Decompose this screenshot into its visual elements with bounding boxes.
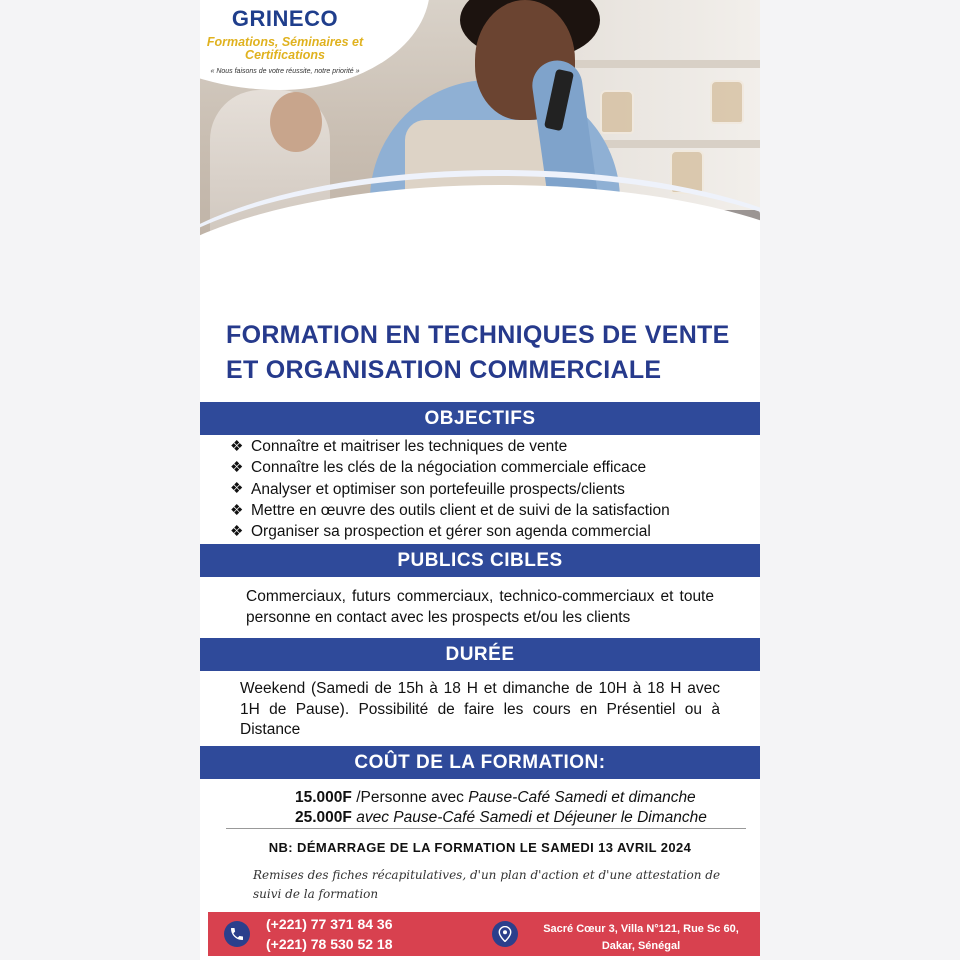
list-item: ❖ Connaître et maitriser les techniques de vente — [230, 436, 750, 457]
cout-heading: COÛT DE LA FORMATION: — [200, 746, 760, 779]
phone-number-2[interactable]: (+221) 78 530 52 18 — [266, 936, 393, 952]
start-date-notice: NB: DÉMARRAGE DE LA FORMATION LE SAMEDI 13 AVRIL 2024 — [268, 840, 692, 855]
list-item: ❖ Analyser et optimiser son portefeuille prospects/clients — [230, 479, 750, 500]
price-2: 25.000F — [295, 809, 352, 826]
cost-line-2: 25.000F avec Pause-Café Samedi et Déjeuner le Dimanche — [295, 809, 707, 826]
page-title — [226, 318, 756, 388]
deliverables-note: Remises des fiches récapitulatives, d'un plan d'action et d'une attestation de suivi de la formation — [253, 868, 721, 901]
address-line-2: Dakar, Sénégal — [601, 940, 681, 952]
phone-icon — [224, 921, 250, 947]
publics-text: Commerciaux, futurs commerciaux, technico-commerciaux et toute personne en contact avec les prospects et/ou les clients — [246, 588, 714, 626]
address — [536, 921, 746, 955]
phone-numbers — [266, 914, 393, 954]
cost-line-1: 15.000F /Personne avec Pause-Café Samedi et dimanche — [295, 789, 696, 806]
flyer — [200, 0, 760, 960]
address-line-1: Sacré Cœur 3, Villa N°121, Rue Sc 60, — [543, 923, 739, 935]
brand-subtitle-line1: Formations, Séminaires et — [206, 35, 364, 49]
brand-name: GRINECO — [231, 6, 339, 31]
brand-motto: « Nous faisons de votre réussite, notre priorité » — [210, 68, 360, 75]
diamond-bullet-icon — [230, 460, 246, 476]
publics-heading: PUBLICS CIBLES — [200, 544, 760, 577]
brand-subtitle — [200, 36, 370, 62]
hero-photo — [200, 0, 760, 310]
diamond-bullet-icon — [230, 503, 246, 519]
location-pin-icon — [492, 921, 518, 947]
list-item: ❖ Connaître les clés de la négociation commerciale efficace — [230, 457, 750, 478]
title-line-1: FORMATION EN TECHNIQUES DE VENTE — [226, 321, 730, 349]
contact-footer — [208, 912, 760, 956]
divider — [226, 828, 746, 829]
list-item: ❖ Mettre en œuvre des outils client et de suivi de la satisfaction — [230, 500, 750, 521]
diamond-bullet-icon — [230, 481, 246, 497]
brand-subtitle-line2: Certifications — [245, 48, 325, 62]
brand-logo — [200, 0, 370, 86]
diamond-bullet-icon — [230, 524, 246, 540]
list-item: ❖ Organiser sa prospection et gérer son agenda commercial — [230, 521, 750, 542]
duree-heading: DURÉE — [200, 638, 760, 671]
objectifs-heading: OBJECTIFS — [200, 402, 760, 435]
diamond-bullet-icon — [230, 439, 246, 455]
objectifs-list — [230, 436, 750, 542]
title-line-2: ET ORGANISATION COMMERCIALE — [226, 356, 662, 384]
duree-text: Weekend (Samedi de 15h à 18 H et dimanche de 10H à 18 H avec 1H de Pause). Possibilité de faire les cours en Présentiel ou à Distance — [240, 680, 720, 738]
phone-number-1[interactable]: (+221) 77 371 84 36 — [266, 916, 393, 932]
price-1: 15.000F — [295, 789, 352, 806]
